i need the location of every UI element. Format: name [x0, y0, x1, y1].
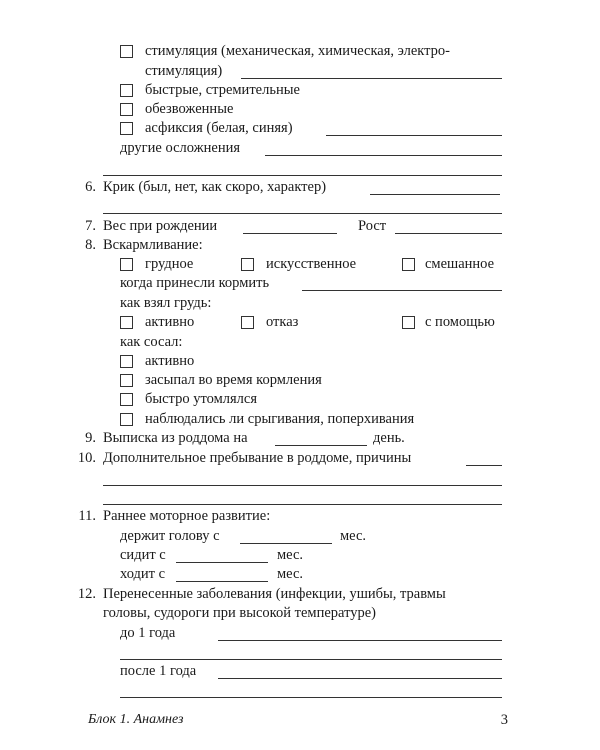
q9-number: 9.: [85, 430, 96, 446]
holds-head-unit: мес.: [340, 528, 367, 544]
q12-number: 12.: [77, 586, 96, 602]
discharge-day-suffix: день.: [373, 430, 405, 446]
walks-line[interactable]: [176, 581, 268, 582]
checkbox-breast[interactable]: [120, 258, 133, 271]
after-one-year-label: после 1 года: [120, 663, 197, 679]
refusal-label: отказ: [266, 314, 299, 330]
tired-label: быстро утомлялся: [145, 391, 257, 407]
took-breast-label: как взял грудь:: [120, 295, 212, 311]
discharge-label: Выписка из роддома на: [103, 430, 248, 446]
with-help-label: с помощью: [425, 314, 495, 330]
checkbox-artificial[interactable]: [241, 258, 254, 271]
checkbox-mixed[interactable]: [402, 258, 415, 271]
active-sucking-label: активно: [145, 353, 195, 369]
dehydrated-label: обезвоженные: [145, 101, 234, 117]
q11-number: 11.: [78, 508, 96, 524]
q10-answer-line-2[interactable]: [103, 485, 502, 486]
stimulation-label-1: стимуляция (механическая, химическая, электро-: [145, 43, 450, 59]
checkbox-active-sucking[interactable]: [120, 355, 133, 368]
checkbox-dehydrated[interactable]: [120, 103, 133, 116]
q8-title: Вскармливание:: [103, 237, 203, 253]
q11-title: Раннее моторное развитие:: [103, 508, 271, 524]
q12-text-2: головы, судороги при высокой температуре): [103, 605, 376, 621]
stimulation-answer-line[interactable]: [241, 78, 502, 79]
birth-weight-line[interactable]: [243, 233, 337, 234]
active-latch-label: активно: [145, 314, 195, 330]
walks-unit: мес.: [277, 566, 304, 582]
discharge-day-line[interactable]: [275, 445, 367, 446]
sucked-label: как сосал:: [120, 334, 183, 350]
birth-height-label: Рост: [358, 218, 387, 234]
q10-answer-line-3[interactable]: [103, 504, 502, 505]
regurgitation-label: наблюдались ли срыгивания, поперхивания: [145, 411, 415, 427]
birth-weight-label: Вес при рождении: [103, 218, 218, 234]
sits-line[interactable]: [176, 562, 268, 563]
q8-number: 8.: [85, 237, 96, 253]
checkbox-asphyxia[interactable]: [120, 122, 133, 135]
before-one-year-label: до 1 года: [120, 625, 176, 641]
stimulation-label-2: стимуляция): [145, 63, 223, 79]
q6-text: Крик (был, нет, как скоро, характер): [103, 179, 327, 195]
checkbox-active-latch[interactable]: [120, 316, 133, 329]
after-one-year-line-2[interactable]: [120, 697, 502, 698]
first-feed-label: когда принесли кормить: [120, 275, 270, 291]
breast-label: грудное: [145, 256, 194, 272]
other-complications-line-1[interactable]: [265, 155, 502, 156]
other-complications-label: другие осложнения: [120, 140, 241, 156]
before-one-year-line-1[interactable]: [218, 640, 502, 641]
holds-head-line[interactable]: [240, 543, 332, 544]
walks-label: ходит с: [120, 566, 166, 582]
first-feed-line[interactable]: [302, 290, 502, 291]
q6-answer-line-2[interactable]: [103, 213, 502, 214]
page-number: 3: [500, 712, 508, 728]
holds-head-label: держит голову с: [120, 528, 220, 544]
after-one-year-line-1[interactable]: [218, 678, 502, 679]
sits-label: сидит с: [120, 547, 166, 563]
other-complications-line-2[interactable]: [103, 175, 502, 176]
checkbox-fast[interactable]: [120, 84, 133, 97]
checkbox-fell-asleep[interactable]: [120, 374, 133, 387]
artificial-label: искусственное: [266, 256, 357, 272]
checkbox-regurgitation[interactable]: [120, 413, 133, 426]
checkbox-with-help[interactable]: [402, 316, 415, 329]
checkbox-tired[interactable]: [120, 393, 133, 406]
birth-height-line[interactable]: [395, 233, 502, 234]
footer-section-title: Блок 1. Анамнез: [88, 712, 184, 727]
mixed-label: смешанное: [425, 256, 495, 272]
checkbox-refusal[interactable]: [241, 316, 254, 329]
fast-label: быстрые, стремительные: [145, 82, 300, 98]
q12-text-1: Перенесенные заболевания (инфекции, ушибы, травмы: [103, 586, 446, 602]
q6-answer-line-1[interactable]: [370, 194, 500, 195]
q10-answer-line-1[interactable]: [466, 465, 502, 466]
before-one-year-line-2[interactable]: [120, 659, 502, 660]
sits-unit: мес.: [277, 547, 304, 563]
checkbox-stimulation[interactable]: [120, 45, 133, 58]
q7-number: 7.: [85, 218, 96, 234]
fell-asleep-label: засыпал во время кормления: [145, 372, 322, 388]
q10-text: Дополнительное пребывание в роддоме, причины: [103, 450, 412, 466]
asphyxia-label: асфиксия (белая, синяя): [145, 120, 293, 136]
q6-number: 6.: [85, 179, 96, 195]
asphyxia-answer-line[interactable]: [326, 135, 502, 136]
q10-number: 10.: [77, 450, 96, 466]
